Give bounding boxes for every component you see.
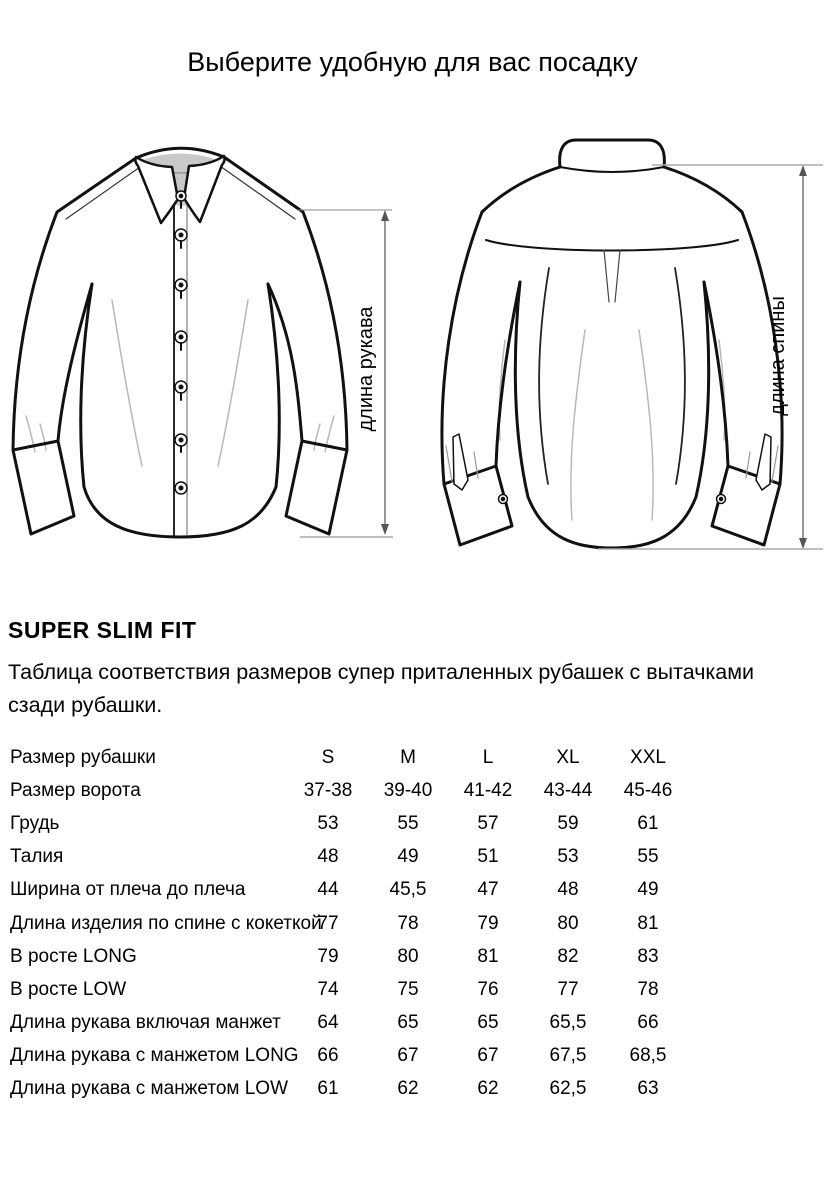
row-label: В росте LONG <box>10 945 137 967</box>
size-column-header: M <box>400 746 416 768</box>
size-value-cell: 74 <box>317 978 339 1000</box>
size-value-cell: 62 <box>477 1078 499 1100</box>
fit-description: Таблица соответствия размеров супер приталенных рубашек с вытачками сзади рубашки. <box>8 660 755 717</box>
size-column-header: XXL <box>630 746 666 768</box>
size-value-cell: 83 <box>637 945 659 967</box>
size-value-cell: 51 <box>477 846 499 868</box>
table-row <box>10 940 700 973</box>
row-label: Длина изделия по спине с кокеткой <box>10 912 322 934</box>
back-fold-lines <box>499 330 725 520</box>
size-value-cell: 65 <box>397 1012 419 1034</box>
size-value-cell: 48 <box>557 879 579 901</box>
size-value-cell: 76 <box>477 978 499 1000</box>
size-column-header: S <box>321 746 335 768</box>
size-value-cell: 53 <box>557 846 579 868</box>
size-value-cell: 37-38 <box>303 779 353 801</box>
table-header-row <box>10 741 700 774</box>
size-value-cell: 41-42 <box>463 779 513 801</box>
size-value-cell: 80 <box>557 912 579 934</box>
row-label: Размер рубашки <box>10 746 156 768</box>
shirt-back-drawing <box>442 140 782 548</box>
size-value-cell: 55 <box>637 846 659 868</box>
back-cuff-buttons <box>499 495 726 504</box>
size-value-cell: 64 <box>317 1012 339 1034</box>
size-value-cell: 43-44 <box>543 779 593 801</box>
size-value-cell: 48 <box>317 846 339 868</box>
size-value-cell: 77 <box>317 912 339 934</box>
size-value-cell: 77 <box>557 978 579 1000</box>
shirt-front-drawing <box>13 148 347 537</box>
size-value-cell: 57 <box>477 812 499 834</box>
size-value-cell: 45,5 <box>389 879 427 901</box>
size-value-cell: 82 <box>557 945 579 967</box>
size-value-cell: 79 <box>317 945 339 967</box>
size-table <box>10 741 700 1106</box>
row-label: Длина рукава включая манжет <box>10 1012 281 1034</box>
size-value-cell: 67 <box>477 1045 499 1067</box>
size-value-cell: 53 <box>317 812 339 834</box>
sleeve-length-label: длина рукава <box>355 306 377 432</box>
back-darts <box>539 268 685 484</box>
front-collar <box>135 148 224 223</box>
front-right-cuff <box>286 441 347 534</box>
table-row <box>10 907 700 940</box>
table-row <box>10 973 700 1006</box>
size-value-cell: 81 <box>477 945 499 967</box>
size-column-header: XL <box>556 746 580 768</box>
back-length-label: длина спины <box>767 296 789 416</box>
size-value-cell: 47 <box>477 879 499 901</box>
size-value-cell: 80 <box>397 945 419 967</box>
size-value-cell: 81 <box>637 912 659 934</box>
size-value-cell: 66 <box>637 1012 659 1034</box>
size-value-cell: 49 <box>637 879 659 901</box>
row-label: Длина рукава с манжетом LOW <box>10 1078 289 1100</box>
table-row <box>10 874 700 907</box>
size-value-cell: 62 <box>397 1078 419 1100</box>
row-label: Грудь <box>10 812 60 834</box>
row-label: Талия <box>10 846 64 868</box>
size-value-cell: 61 <box>637 812 659 834</box>
size-value-cell: 65 <box>477 1012 499 1034</box>
size-value-cell: 49 <box>397 846 419 868</box>
table-row <box>10 1040 700 1073</box>
sleeve-length-arrow <box>298 210 393 537</box>
size-value-cell: 45-46 <box>623 779 673 801</box>
size-value-cell: 78 <box>397 912 419 934</box>
row-label: В росте LOW <box>10 978 127 1000</box>
size-value-cell: 63 <box>637 1078 659 1100</box>
size-value-cell: 67 <box>397 1045 419 1067</box>
table-row <box>10 774 700 807</box>
table-row <box>10 841 700 874</box>
table-row <box>10 1007 700 1040</box>
row-label: Ширина от плеча до плеча <box>10 879 246 901</box>
size-value-cell: 67,5 <box>549 1045 587 1067</box>
size-value-cell: 55 <box>397 812 419 834</box>
back-length-arrow <box>598 165 823 549</box>
fit-heading: SUPER SLIM FIT <box>8 617 197 643</box>
size-value-cell: 59 <box>557 812 579 834</box>
row-label: Размер ворота <box>10 779 141 801</box>
size-value-cell: 44 <box>317 879 339 901</box>
size-value-cell: 79 <box>477 912 499 934</box>
page-title: Выберите удобную для вас посадку <box>187 47 638 77</box>
size-value-cell: 39-40 <box>383 779 433 801</box>
size-column-header: L <box>482 746 494 768</box>
table-row <box>10 807 700 840</box>
size-value-cell: 61 <box>317 1078 339 1100</box>
size-value-cell: 66 <box>317 1045 339 1067</box>
size-value-cell: 62,5 <box>549 1078 587 1100</box>
size-value-cell: 68,5 <box>629 1045 667 1067</box>
back-collar <box>560 140 665 172</box>
front-left-cuff <box>13 441 74 534</box>
shirt-diagram <box>0 120 825 595</box>
size-value-cell: 78 <box>637 978 659 1000</box>
front-buttons <box>175 191 187 494</box>
size-value-cell: 75 <box>397 978 419 1000</box>
row-label: Длина рукава с манжетом LONG <box>10 1045 299 1067</box>
size-value-cell: 65,5 <box>549 1012 587 1034</box>
table-row <box>10 1073 700 1106</box>
